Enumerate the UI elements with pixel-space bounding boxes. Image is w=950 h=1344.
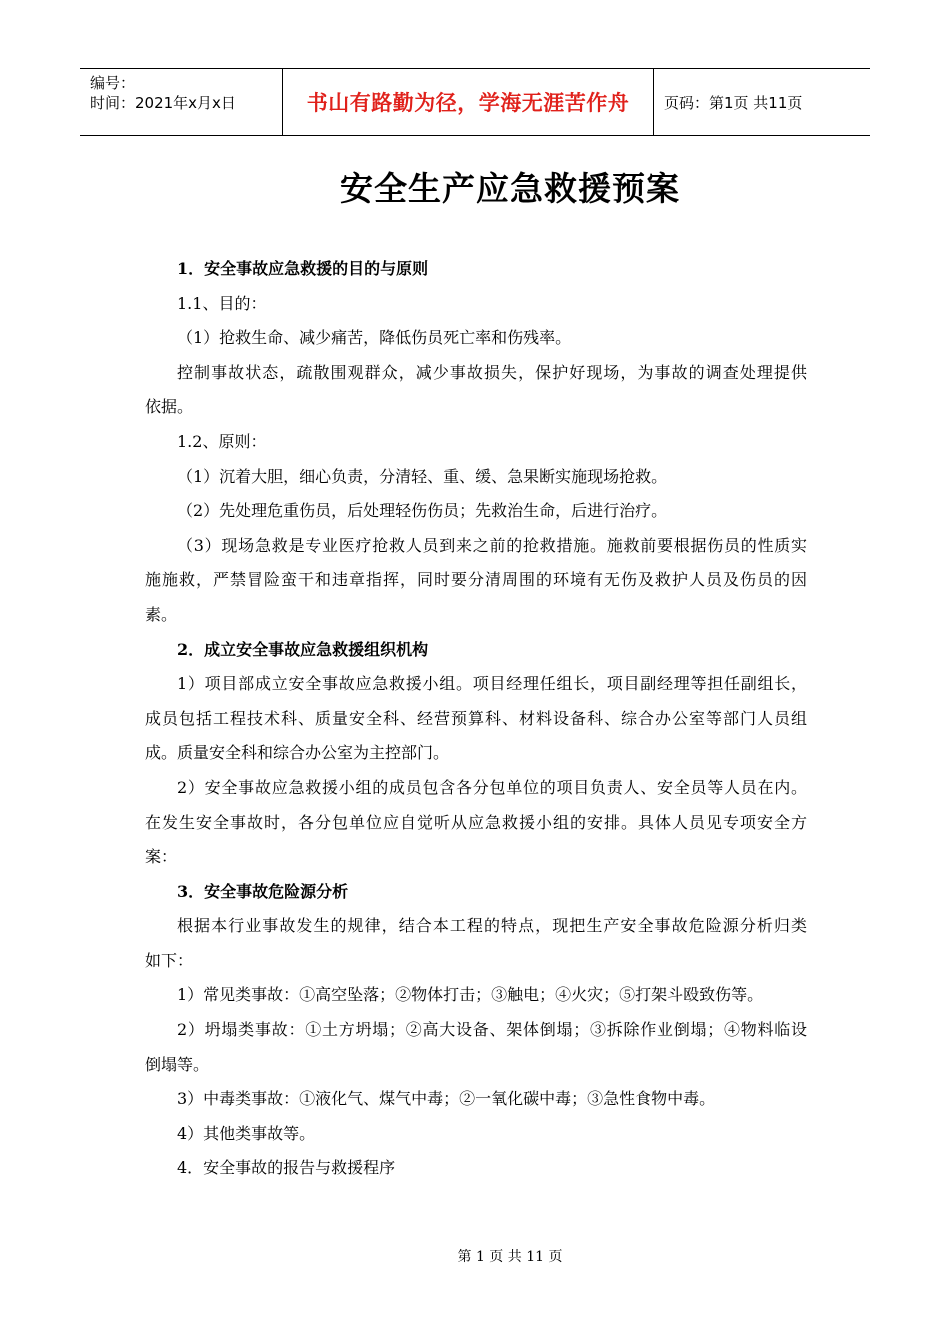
paragraph-line: 施施救，严禁冒险蛮干和违章指挥，同时要分清周围的环境有无伤及救护人员及伤员的因	[145, 570, 807, 590]
number-label: 编号：	[90, 74, 136, 92]
paragraph-line: 根据本行业事故发生的规律，结合本工程的特点，现把生产安全事故危险源分析归类	[177, 916, 807, 936]
document-body	[145, 252, 807, 1186]
motto-text: 书山有路勤为径，学海无涯苦作舟	[306, 91, 630, 115]
paragraph-line: 成。质量安全科和综合办公室为主控部门。	[145, 743, 450, 763]
paragraph-line: 如下：	[145, 950, 194, 970]
header-left-cell	[80, 69, 282, 135]
paragraph-line: 2）安全事故应急救援小组的成员包含各分包单位的项目负责人、安全员等人员在内。	[177, 777, 807, 797]
document-title: 安全生产应急救援预案	[340, 169, 680, 208]
paragraph-line: 1）项目部成立安全事故应急救援小组。项目经理任组长，项目副经理等担任副组长，	[177, 674, 807, 694]
paragraph-line: 4．安全事故的报告与救援程序	[177, 1158, 396, 1178]
paragraph-line: 倒塌等。	[145, 1054, 210, 1074]
page-info: 页码：第1页 共11页	[664, 93, 803, 112]
paragraph-line: 2）坍塌类事故：①土方坍塌；②高大设备、架体倒塌；③拆除作业倒塌；④物料临设	[177, 1020, 807, 1040]
paragraph-line: 成员包括工程技术科、质量安全科、经营预算科、材料设备科、综合办公室等部门人员组	[145, 708, 807, 728]
paragraph-line: 控制事故状态，疏散围观群众，减少事故损失，保护好现场，为事故的调查处理提供	[177, 362, 807, 382]
paragraph-line: （1）沉着大胆，细心负责，分清轻、重、缓、急果断实施现场抢救。	[177, 466, 668, 486]
paragraph-line: 在发生安全事故时，各分包单位应自觉听从应急救援小组的安排。具体人员见专项安全方	[145, 812, 807, 832]
section-heading: 1．安全事故应急救援的目的与原则	[177, 259, 429, 278]
paragraph-line: 1）常见类事故：①高空坠落；②物体打击；③触电；④火灾；⑤打架斗殴致伤等。	[177, 985, 764, 1005]
header-table	[80, 68, 870, 136]
paragraph-line: 1.2、原则：	[177, 431, 267, 451]
paragraph-line: （1）抢救生命、减少痛苦，降低伤员死亡率和伤残率。	[177, 328, 572, 348]
paragraph-line: 素。	[145, 604, 178, 624]
paragraph-line: 3）中毒类事故：①液化气、煤气中毒；②一氧化碳中毒；③急性食物中毒。	[177, 1089, 716, 1109]
section-heading: 2．成立安全事故应急救援组织机构	[177, 639, 429, 659]
paragraph-line: （3）现场急救是专业医疗抢救人员到来之前的抢救措施。施救前要根据伤员的性质实	[177, 535, 807, 555]
paragraph-line: 依据。	[145, 397, 194, 417]
paragraph-line: 案：	[145, 847, 178, 867]
section-heading: 3．安全事故危险源分析	[177, 881, 349, 901]
paragraph-line: （2）先处理危重伤员，后处理轻伤伤员；先救治生命，后进行治疗。	[177, 501, 668, 521]
header-motto-cell	[282, 69, 654, 135]
page-footer: 第 1 页 共 11 页	[457, 1249, 563, 1265]
header-page-cell	[654, 69, 870, 135]
paragraph-line: 1.1、目的：	[177, 293, 267, 313]
paragraph-line: 4）其他类事故等。	[177, 1123, 316, 1143]
time-label: 时间：2021年x月x日	[90, 94, 236, 112]
